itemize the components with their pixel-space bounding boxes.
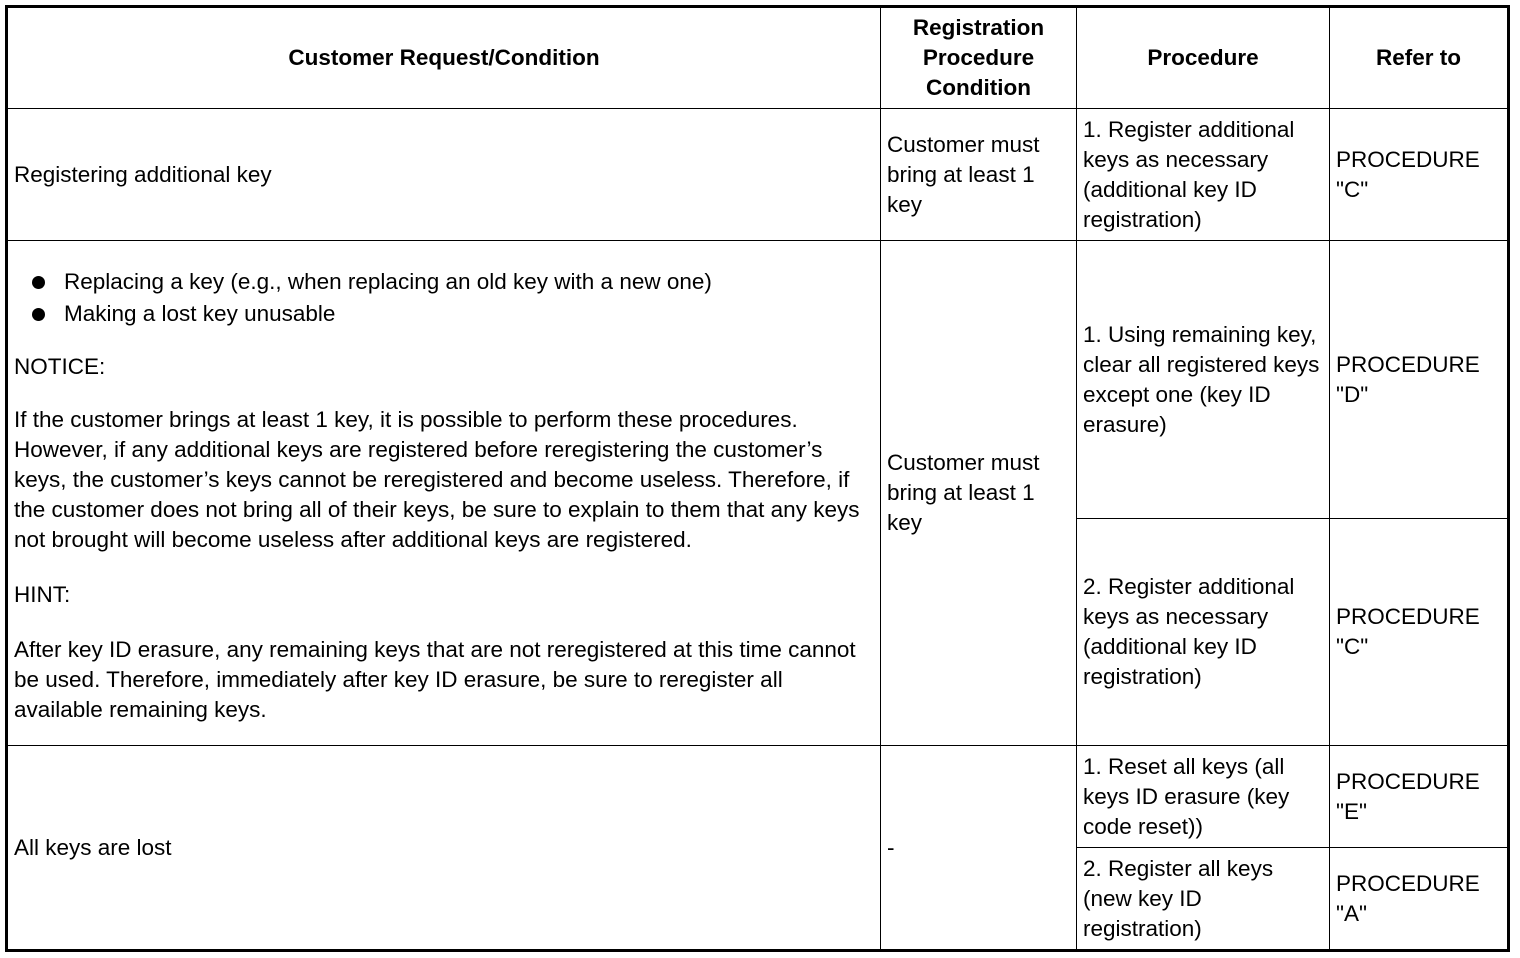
header-registration-line2: Procedure — [922, 45, 1035, 70]
request-bullet-list — [14, 266, 874, 330]
header-registration-condition — [881, 7, 1077, 109]
condition-cell: - — [881, 746, 1077, 951]
notice-label: NOTICE: — [14, 353, 106, 379]
list-item — [14, 298, 874, 330]
header-registration-line1: Registration — [912, 15, 1045, 40]
bullet-dot-icon — [32, 276, 45, 289]
condition-cell: Customer must bring at least 1 key — [881, 109, 1077, 241]
table-header-row — [7, 7, 1509, 109]
header-refer-to: Refer to — [1330, 7, 1509, 109]
refer-to-cell: PROCEDURE "C" — [1330, 519, 1509, 746]
hint-label: HINT: — [14, 581, 71, 607]
refer-to-cell: PROCEDURE "A" — [1330, 848, 1509, 951]
header-procedure: Procedure — [1077, 7, 1330, 109]
notice-text: If the customer brings at least 1 key, it is possible to perform these procedures. However, if any additional keys are registered before reregistering the customer’s keys, the customer’s keys cannot be reregistered and become useless. Therefore, if the customer does not bring all of their keys, be sure to explain to them that any keys not brought will become useless after additional keys are registered. — [14, 406, 860, 552]
header-registration-line3: Condition — [926, 75, 1031, 100]
procedure-cell: 2. Register additional keys as necessary (additional key ID registration) — [1077, 519, 1330, 746]
refer-to-cell: PROCEDURE "D" — [1330, 241, 1509, 519]
customer-request-cell — [7, 241, 881, 746]
table-row — [7, 241, 1509, 519]
refer-to-cell: PROCEDURE "C" — [1330, 109, 1509, 241]
table-row — [7, 746, 1509, 848]
procedure-cell: 1. Register additional keys as necessary (additional key ID registration) — [1077, 109, 1330, 241]
procedure-cell: 1. Reset all keys (all keys ID erasure (key code reset)) — [1077, 746, 1330, 848]
bullet-text: Making a lost key unusable — [64, 300, 336, 326]
customer-request-cell: All keys are lost — [7, 746, 881, 951]
procedure-cell: 1. Using remaining key, clear all registered keys except one (key ID erasure) — [1077, 241, 1330, 519]
bullet-text: Replacing a key (e.g., when replacing an old key with a new one) — [64, 268, 712, 294]
customer-request-cell: Registering additional key — [7, 109, 881, 241]
bullet-dot-icon — [32, 308, 45, 321]
header-customer-request: Customer Request/Condition — [7, 7, 881, 109]
condition-cell: Customer must bring at least 1 key — [881, 241, 1077, 746]
key-registration-table — [5, 5, 1510, 952]
list-item — [14, 266, 874, 298]
table-row — [7, 109, 1509, 241]
refer-to-cell: PROCEDURE "E" — [1330, 746, 1509, 848]
hint-text: After key ID erasure, any remaining keys that are not reregistered at this time cannot be used. Therefore, immediately after key ID erasure, be sure to reregister all available remaining keys. — [14, 636, 856, 722]
procedure-cell: 2. Register all keys (new key ID registration) — [1077, 848, 1330, 951]
